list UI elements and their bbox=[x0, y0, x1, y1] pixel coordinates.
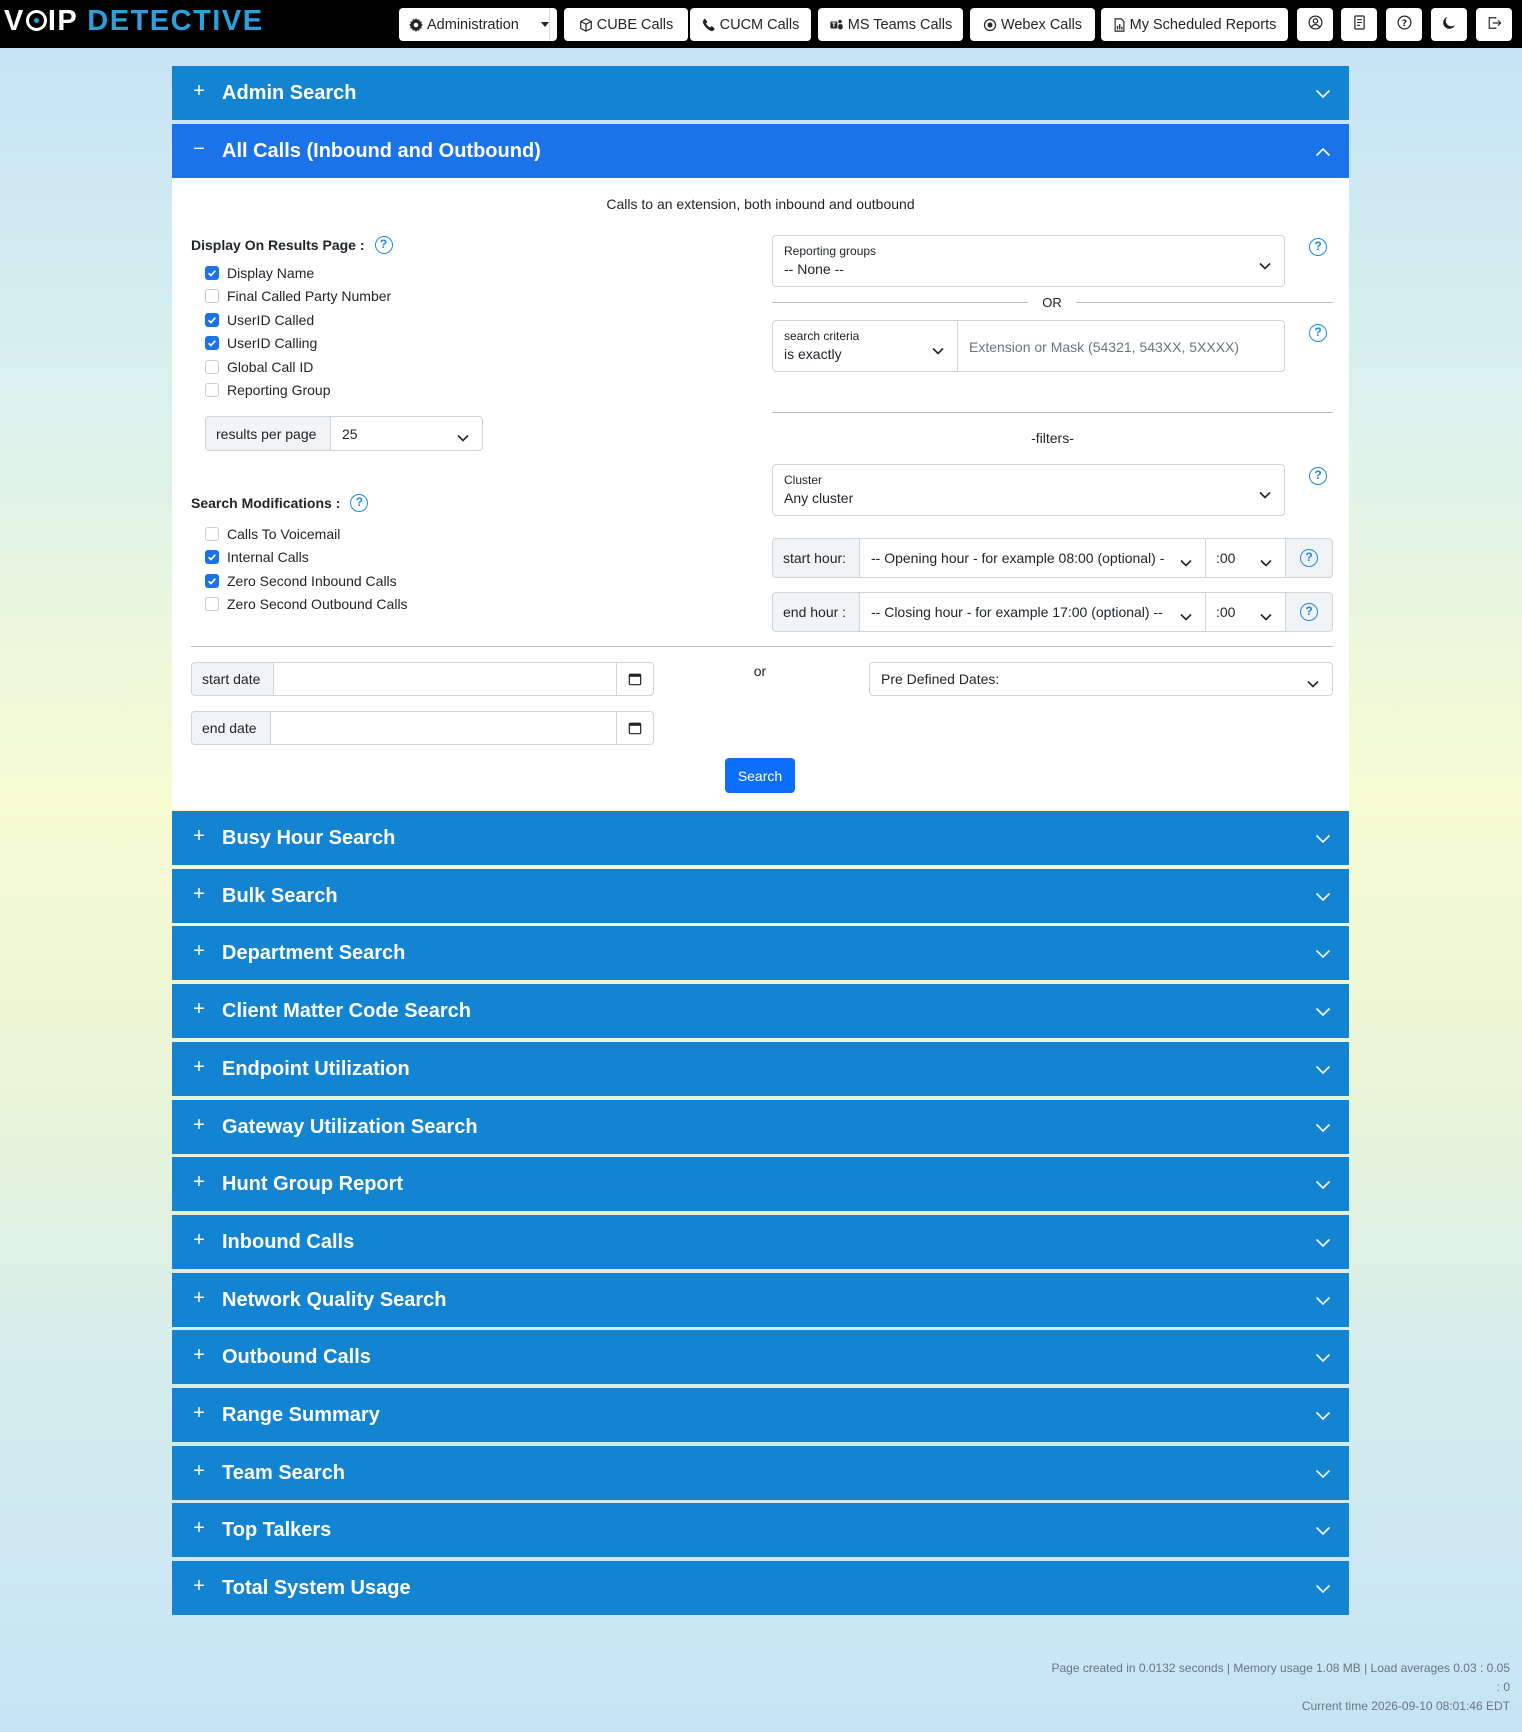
calendar-icon bbox=[628, 721, 642, 738]
chevron-down-icon bbox=[1315, 1062, 1331, 1078]
plus-icon: + bbox=[193, 80, 205, 102]
reporting-groups-value: -- None -- bbox=[784, 261, 844, 277]
end-hour-label: end hour : bbox=[772, 592, 860, 632]
end-hour-help-addon[interactable] bbox=[1285, 592, 1333, 632]
checkbox-option[interactable] bbox=[205, 261, 391, 285]
predefined-dates-select[interactable] bbox=[869, 662, 1333, 696]
or-divider-left bbox=[772, 302, 1028, 303]
checkbox-label: Zero Second Outbound Calls bbox=[227, 596, 408, 613]
accordion-title: Network Quality Search bbox=[222, 1288, 447, 1311]
plus-icon: + bbox=[193, 998, 205, 1021]
checkbox-checked-icon[interactable] bbox=[205, 313, 219, 327]
start-hour-value: -- Opening hour - for example 08:00 (optional) - bbox=[871, 550, 1165, 566]
accordion-title: Bulk Search bbox=[222, 884, 338, 907]
logo-text: V bbox=[4, 5, 25, 37]
end-date-picker-button[interactable] bbox=[616, 711, 654, 745]
accordion-title: Admin Search bbox=[222, 82, 357, 104]
chevron-down-icon bbox=[1315, 1581, 1331, 1597]
mods-heading-row bbox=[191, 494, 368, 512]
accordion-inbound-calls[interactable] bbox=[172, 1215, 1349, 1269]
chevron-down-icon bbox=[1315, 1293, 1331, 1309]
accordion-total-system-usage[interactable] bbox=[172, 1561, 1349, 1615]
panel-subtitle: Calls to an extension, both inbound and outbound bbox=[606, 196, 915, 212]
end-minute-select[interactable] bbox=[1205, 592, 1286, 632]
plus-icon: + bbox=[193, 1402, 205, 1424]
results-per-page-select[interactable] bbox=[330, 416, 483, 451]
accordion-bulk-search[interactable] bbox=[172, 869, 1349, 923]
cluster-label: Cluster bbox=[784, 473, 823, 487]
chevron-down-icon bbox=[1180, 554, 1192, 570]
help-icon[interactable]: ? bbox=[1309, 238, 1327, 256]
plus-icon: + bbox=[193, 825, 205, 847]
calendar-icon bbox=[628, 672, 642, 689]
accordion-title: Hunt Group Report bbox=[222, 1173, 404, 1196]
teams-icon bbox=[829, 18, 844, 32]
logo-o-icon bbox=[26, 10, 47, 31]
accordion-title: Busy Hour Search bbox=[222, 827, 396, 849]
mods-heading: Search Modifications : bbox=[191, 495, 341, 511]
checkbox-label: Final Called Party Number bbox=[227, 288, 392, 305]
plus-icon: + bbox=[193, 882, 205, 905]
document-icon bbox=[1353, 15, 1366, 34]
extension-input[interactable] bbox=[957, 320, 1285, 372]
checkbox-label: UserID Calling bbox=[227, 335, 318, 352]
plus-icon: + bbox=[193, 1459, 205, 1482]
dark-mode-toggle[interactable] bbox=[1431, 8, 1467, 41]
checkbox-unchecked-icon[interactable] bbox=[205, 527, 219, 541]
checkbox-option[interactable] bbox=[205, 332, 391, 356]
cluster-select[interactable] bbox=[772, 464, 1285, 516]
chevron-down-icon bbox=[1315, 831, 1331, 847]
display-options-list bbox=[205, 261, 391, 402]
help-icon[interactable]: ? bbox=[350, 494, 368, 512]
dates-divider bbox=[191, 646, 1333, 647]
webex-icon bbox=[983, 18, 997, 32]
checkbox-label: Internal Calls bbox=[227, 549, 309, 566]
svg-text:?: ? bbox=[1401, 18, 1407, 29]
checkbox-label: Global Call ID bbox=[227, 358, 314, 375]
display-heading-row bbox=[191, 236, 393, 254]
start-hour-label: start hour: bbox=[772, 538, 860, 578]
start-minute-select[interactable] bbox=[1205, 538, 1286, 578]
accordion-outbound-calls[interactable] bbox=[172, 1330, 1349, 1384]
chevron-down-icon bbox=[1307, 675, 1319, 691]
chevron-down-icon bbox=[1315, 86, 1331, 102]
checkbox-label: Display Name bbox=[227, 264, 315, 281]
accordion-busy-hour-search[interactable] bbox=[172, 811, 1349, 865]
search-criteria-select[interactable] bbox=[772, 320, 958, 372]
plus-icon: + bbox=[193, 1228, 205, 1251]
checkbox-unchecked-icon[interactable] bbox=[205, 597, 219, 611]
chevron-down-icon bbox=[1315, 1235, 1331, 1251]
accordion-title: Endpoint Utilization bbox=[222, 1057, 410, 1080]
start-date-picker-button[interactable] bbox=[616, 662, 654, 696]
search-criteria-value: is exactly bbox=[784, 346, 842, 362]
accordion-title: All Calls (Inbound and Outbound) bbox=[222, 140, 541, 162]
logo-text: IP bbox=[47, 5, 78, 37]
help-icon[interactable]: ? bbox=[1309, 324, 1327, 342]
cube-icon bbox=[579, 18, 593, 32]
cube-calls-label: CUBE Calls bbox=[596, 16, 674, 33]
chevron-down-icon bbox=[1260, 554, 1272, 570]
accordion-title: Outbound Calls bbox=[222, 1346, 371, 1369]
accordion-gateway-utilization-search[interactable] bbox=[172, 1100, 1349, 1154]
webex-calls-button[interactable] bbox=[970, 8, 1095, 41]
cucm-calls-button[interactable] bbox=[690, 8, 811, 41]
end-date-label: end date bbox=[191, 711, 271, 745]
end-hour-select[interactable] bbox=[859, 592, 1206, 632]
footer-current-time: Current time 2026-09-10 08:01:46 EDT bbox=[1301, 1699, 1510, 1713]
start-date-label: start date bbox=[191, 662, 274, 696]
accordion-department-search[interactable] bbox=[172, 926, 1349, 980]
chevron-down-icon bbox=[1259, 257, 1271, 273]
chevron-down-icon bbox=[1180, 608, 1192, 624]
search-button[interactable]: Search bbox=[725, 758, 795, 793]
navbar bbox=[0, 0, 1522, 48]
or-dates-label: or bbox=[753, 663, 767, 679]
report-icon bbox=[1113, 18, 1126, 32]
checkbox-label: Zero Second Inbound Calls bbox=[227, 572, 397, 589]
chevron-down-icon bbox=[1315, 946, 1331, 962]
my-scheduled-reports-label: My Scheduled Reports bbox=[1129, 16, 1277, 33]
accordion-admin-search[interactable] bbox=[172, 66, 1349, 120]
accordion-team-search[interactable] bbox=[172, 1446, 1349, 1500]
plus-icon: + bbox=[193, 1113, 205, 1136]
cluster-value: Any cluster bbox=[784, 490, 854, 506]
profile-button[interactable] bbox=[1297, 8, 1333, 41]
logout-icon bbox=[1487, 16, 1502, 34]
checkbox-checked-icon[interactable] bbox=[205, 336, 219, 350]
chevron-down-icon bbox=[1315, 1004, 1331, 1020]
caret-down-icon[interactable] bbox=[541, 22, 549, 27]
footer-stats bbox=[990, 1659, 1510, 1716]
plus-icon: + bbox=[193, 1055, 205, 1078]
checkbox-option[interactable] bbox=[205, 355, 391, 379]
split-divider bbox=[549, 8, 550, 41]
logo[interactable] bbox=[4, 6, 264, 36]
help-icon[interactable]: ? bbox=[1309, 467, 1327, 485]
administration-label: Administration bbox=[427, 16, 519, 33]
footer-line: : 0 bbox=[1496, 1680, 1510, 1694]
plus-icon: + bbox=[193, 1575, 205, 1598]
chevron-down-icon bbox=[1315, 1466, 1331, 1482]
gear-icon bbox=[409, 18, 423, 32]
start-minute-value: :00 bbox=[1216, 550, 1236, 566]
cucm-calls-label: CUCM Calls bbox=[719, 16, 800, 33]
checkbox-label: Reporting Group bbox=[227, 382, 331, 399]
start-date-input[interactable] bbox=[273, 662, 618, 696]
end-minute-value: :00 bbox=[1216, 604, 1236, 620]
chevron-down-icon bbox=[1315, 1177, 1331, 1193]
accordion-top-talkers[interactable] bbox=[172, 1503, 1349, 1557]
checkbox-unchecked-icon[interactable] bbox=[205, 360, 219, 374]
end-date-input[interactable] bbox=[270, 711, 618, 745]
accordion-network-quality-search[interactable] bbox=[172, 1273, 1349, 1327]
my-scheduled-reports-button[interactable] bbox=[1101, 8, 1288, 41]
plus-icon: + bbox=[193, 1517, 205, 1540]
documentation-button[interactable] bbox=[1341, 8, 1377, 41]
checkbox-unchecked-icon[interactable] bbox=[205, 383, 219, 397]
reporting-groups-select[interactable] bbox=[772, 235, 1285, 287]
accordion-hunt-group-report[interactable] bbox=[172, 1157, 1349, 1211]
accordion-title: Range Summary bbox=[222, 1404, 380, 1426]
reporting-groups-label: Reporting groups bbox=[784, 244, 877, 258]
checkbox-option[interactable] bbox=[205, 308, 391, 332]
checkbox-checked-icon[interactable] bbox=[205, 266, 219, 280]
checkbox-checked-icon[interactable] bbox=[205, 574, 219, 588]
cube-calls-button[interactable] bbox=[564, 8, 688, 41]
logo-text-accent: DETECTIVE bbox=[87, 5, 264, 37]
help-circle-icon bbox=[1397, 15, 1412, 34]
chevron-down-icon bbox=[1315, 1408, 1331, 1424]
accordion-title: Total System Usage bbox=[222, 1577, 411, 1600]
accordion-title: Team Search bbox=[222, 1461, 346, 1484]
mods-options-list bbox=[205, 522, 408, 616]
plus-icon: + bbox=[193, 1171, 205, 1194]
display-heading: Display On Results Page : bbox=[191, 237, 365, 253]
checkbox-option[interactable] bbox=[205, 593, 408, 617]
chevron-down-icon bbox=[1260, 608, 1272, 624]
chevron-down-icon bbox=[457, 429, 469, 445]
minus-icon: − bbox=[193, 138, 205, 160]
phone-icon bbox=[702, 18, 716, 32]
checkbox-option[interactable] bbox=[205, 546, 408, 570]
or-divider-right bbox=[1076, 302, 1333, 303]
moon-icon bbox=[1442, 16, 1456, 34]
start-hour-help-addon[interactable] bbox=[1285, 538, 1333, 578]
chevron-down-icon bbox=[1259, 486, 1271, 502]
help-icon[interactable]: ? bbox=[1300, 603, 1318, 621]
filters-divider bbox=[772, 412, 1333, 413]
help-button[interactable] bbox=[1386, 8, 1422, 41]
accordion-title: Client Matter Code Search bbox=[222, 1000, 471, 1023]
accordion-title: Department Search bbox=[222, 942, 406, 965]
accordion-title: Gateway Utilization Search bbox=[222, 1115, 478, 1138]
help-icon[interactable]: ? bbox=[1300, 549, 1318, 567]
accordion-title: Top Talkers bbox=[222, 1519, 332, 1542]
chevron-down-icon bbox=[1315, 1120, 1331, 1136]
administration-dropdown-button[interactable] bbox=[399, 8, 557, 41]
ms-teams-calls-button[interactable] bbox=[818, 8, 963, 41]
checkbox-label: UserID Called bbox=[227, 311, 315, 328]
plus-icon: + bbox=[193, 1344, 205, 1367]
chevron-down-icon bbox=[932, 342, 944, 358]
checkbox-option[interactable] bbox=[205, 379, 391, 403]
webex-calls-label: Webex Calls bbox=[1000, 16, 1083, 33]
search-criteria-label: search criteria bbox=[784, 329, 860, 343]
footer-line: Page created in 0.0132 seconds | Memory usage 1.08 MB | Load averages 0.03 : 0.05 bbox=[1051, 1661, 1510, 1675]
end-hour-value: -- Closing hour - for example 17:00 (optional) -- bbox=[871, 604, 1163, 620]
accordion-endpoint-utilization[interactable] bbox=[172, 1042, 1349, 1096]
checkbox-label: Calls To Voicemail bbox=[227, 525, 341, 542]
all-calls-panel bbox=[172, 178, 1349, 809]
chevron-down-icon bbox=[1315, 889, 1331, 905]
results-per-page-label: results per page bbox=[205, 416, 331, 451]
checkbox-option[interactable] bbox=[205, 569, 408, 593]
start-hour-select[interactable] bbox=[859, 538, 1206, 578]
predefined-dates-value: Pre Defined Dates: bbox=[881, 671, 1000, 687]
chevron-up-icon bbox=[1315, 144, 1331, 160]
help-icon[interactable]: ? bbox=[375, 236, 393, 254]
accordion-client-matter-code-search[interactable] bbox=[172, 984, 1349, 1038]
checkbox-option[interactable] bbox=[205, 285, 391, 309]
accordion-title: Inbound Calls bbox=[222, 1230, 355, 1253]
accordion-range-summary[interactable] bbox=[172, 1388, 1349, 1442]
accordion-all-calls[interactable] bbox=[172, 124, 1349, 178]
plus-icon: + bbox=[193, 1286, 205, 1309]
chevron-down-icon bbox=[1315, 1350, 1331, 1366]
checkbox-checked-icon[interactable] bbox=[205, 550, 219, 564]
chevron-down-icon bbox=[1315, 1523, 1331, 1539]
svg-text:T: T bbox=[831, 21, 836, 29]
or-label: OR bbox=[1042, 295, 1062, 310]
plus-icon: + bbox=[193, 940, 205, 963]
ms-teams-calls-label: MS Teams Calls bbox=[847, 16, 953, 33]
checkbox-option[interactable] bbox=[205, 522, 408, 546]
results-per-page-value: 25 bbox=[342, 426, 358, 442]
user-circle-icon bbox=[1308, 15, 1323, 34]
extension-placeholder: Extension or Mask (54321, 543XX, 5XXXX) bbox=[969, 339, 1240, 355]
logout-button[interactable] bbox=[1476, 8, 1512, 41]
checkbox-unchecked-icon[interactable] bbox=[205, 289, 219, 303]
filters-label: -filters- bbox=[1031, 430, 1074, 446]
